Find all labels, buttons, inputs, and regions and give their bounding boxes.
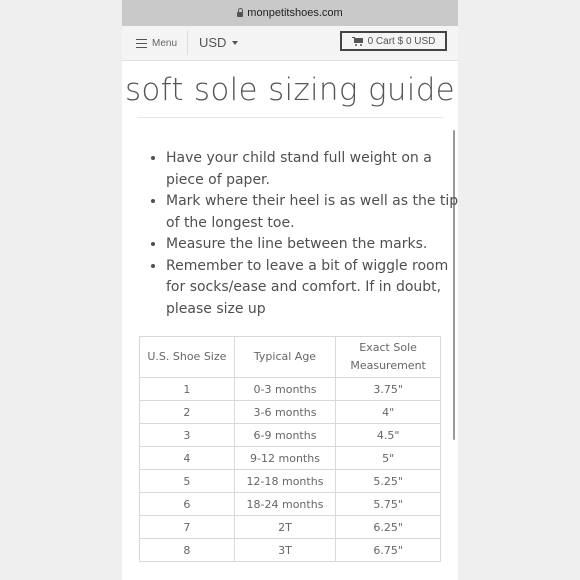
address-bar[interactable] — [122, 0, 458, 26]
table-row — [140, 516, 441, 539]
currency-label: USD — [199, 35, 227, 50]
column-header: Typical Age — [234, 337, 335, 378]
table-cell: 18-24 months — [234, 493, 335, 516]
instruction-list — [148, 148, 458, 320]
lock-icon — [237, 12, 243, 17]
site-header — [122, 26, 458, 61]
table-cell: 5.75" — [336, 493, 441, 516]
table-row — [140, 401, 441, 424]
table-cell: 12-18 months — [234, 470, 335, 493]
table-cell: 5 — [140, 470, 235, 493]
table-cell: 6 — [140, 493, 235, 516]
list-item: • Mark where their heel is as well as the tip of the longest toe. — [166, 191, 458, 234]
list-item: • Remember to leave a bit of wiggle room for socks/ease and comfort. If in doubt, please size up — [166, 256, 458, 321]
table-cell: 7 — [140, 516, 235, 539]
header-divider — [187, 31, 188, 55]
cart-button[interactable] — [340, 31, 447, 51]
table-cell: 3-6 months — [234, 401, 335, 424]
table-cell: 3.75" — [336, 378, 441, 401]
table-cell: 4" — [336, 401, 441, 424]
table-row — [140, 378, 441, 401]
list-item: • Measure the line between the marks. — [166, 234, 458, 256]
table-row — [140, 539, 441, 562]
menu-button[interactable] — [136, 35, 177, 51]
table-cell: 1 — [140, 378, 235, 401]
table-cell: 2 — [140, 401, 235, 424]
table-cell: 4 — [140, 447, 235, 470]
table-row — [140, 424, 441, 447]
table-cell: 2T — [234, 516, 335, 539]
table-cell: 6.25" — [336, 516, 441, 539]
currency-selector[interactable] — [199, 35, 238, 50]
table-cell: 4.5" — [336, 424, 441, 447]
cart-label: 0 Cart $ 0 USD — [367, 35, 436, 47]
size-chart-table — [139, 336, 441, 562]
list-item: • Have your child stand full weight on a piece of paper. — [166, 148, 458, 191]
hamburger-icon — [136, 39, 147, 48]
table-cell: 6-9 months — [234, 424, 335, 447]
url-text: monpetitshoes.com — [247, 7, 343, 19]
table-cell: 3 — [140, 424, 235, 447]
table-cell: 8 — [140, 539, 235, 562]
table-row — [140, 493, 441, 516]
column-header: U.S. Shoe Size — [140, 337, 235, 378]
table-cell: 5" — [336, 447, 441, 470]
table-row — [140, 470, 441, 493]
column-header: Exact Sole Measurement — [336, 337, 441, 378]
chevron-down-icon — [232, 41, 238, 45]
browser-viewport — [122, 0, 458, 580]
menu-label: Menu — [152, 37, 178, 49]
page-title: soft sole sizing guide — [124, 72, 456, 108]
table-cell: 5.25" — [336, 470, 441, 493]
table-cell: 3T — [234, 539, 335, 562]
table-cell: 9-12 months — [234, 447, 335, 470]
table-row — [140, 447, 441, 470]
title-divider — [137, 117, 443, 118]
table-header-row — [140, 337, 441, 378]
table-cell: 6.75" — [336, 539, 441, 562]
cart-icon — [352, 37, 364, 46]
table-cell: 0-3 months — [234, 378, 335, 401]
